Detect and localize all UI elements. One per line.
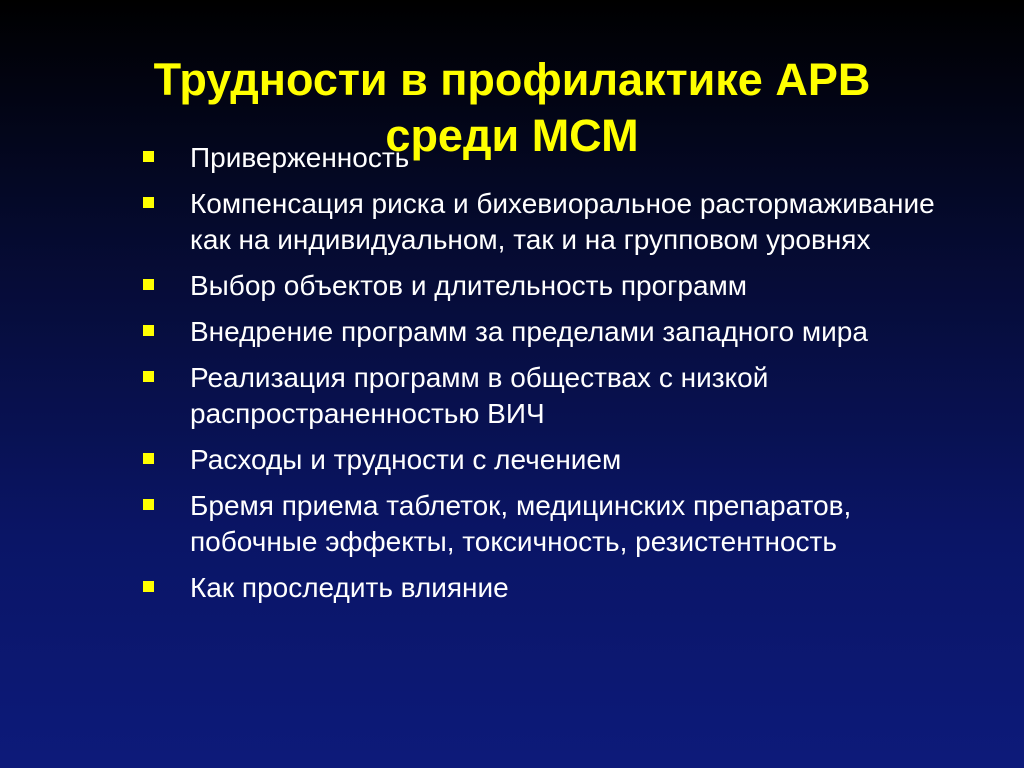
bullet-list <box>140 140 960 616</box>
square-bullet-icon <box>143 151 154 162</box>
bullet-item-target-selection <box>140 268 960 304</box>
square-bullet-icon <box>143 453 154 464</box>
title-line-2: среди МСМ <box>385 110 639 162</box>
bullet-text: Бремя приема таблеток, медицинских препаратов, побочные эффекты, токсичность, резистентность <box>190 490 852 557</box>
bullet-item-implementation-outside-west <box>140 314 960 350</box>
bullet-item-low-prevalence <box>140 360 960 432</box>
bullet-text: Расходы и трудности с лечением <box>190 444 622 475</box>
bullet-item-risk-compensation <box>140 186 960 258</box>
square-bullet-icon <box>143 581 154 592</box>
bullet-text: Реализация программ в обществах с низкой распространенностью ВИЧ <box>190 362 769 429</box>
title-line-1: Трудности в профилактике АРВ <box>153 54 871 106</box>
bullet-item-pill-burden <box>140 488 960 560</box>
bullet-item-costs <box>140 442 960 478</box>
bullet-text: Внедрение программ за пределами западного мира <box>190 316 868 347</box>
bullet-item-adherence <box>140 140 960 176</box>
square-bullet-icon <box>143 371 154 382</box>
bullet-text: Выбор объектов и длительность программ <box>190 270 748 301</box>
square-bullet-icon <box>143 279 154 290</box>
square-bullet-icon <box>143 197 154 208</box>
bullet-text: Компенсация риска и бихевиоральное растормаживание как на индивидуальном, так и на групповом уровнях <box>190 188 935 255</box>
bullet-text: Как проследить влияние <box>190 572 509 603</box>
bullet-text: Приверженность <box>190 142 410 173</box>
square-bullet-icon <box>143 499 154 510</box>
bullet-item-impact-tracking <box>140 570 960 606</box>
square-bullet-icon <box>143 325 154 336</box>
